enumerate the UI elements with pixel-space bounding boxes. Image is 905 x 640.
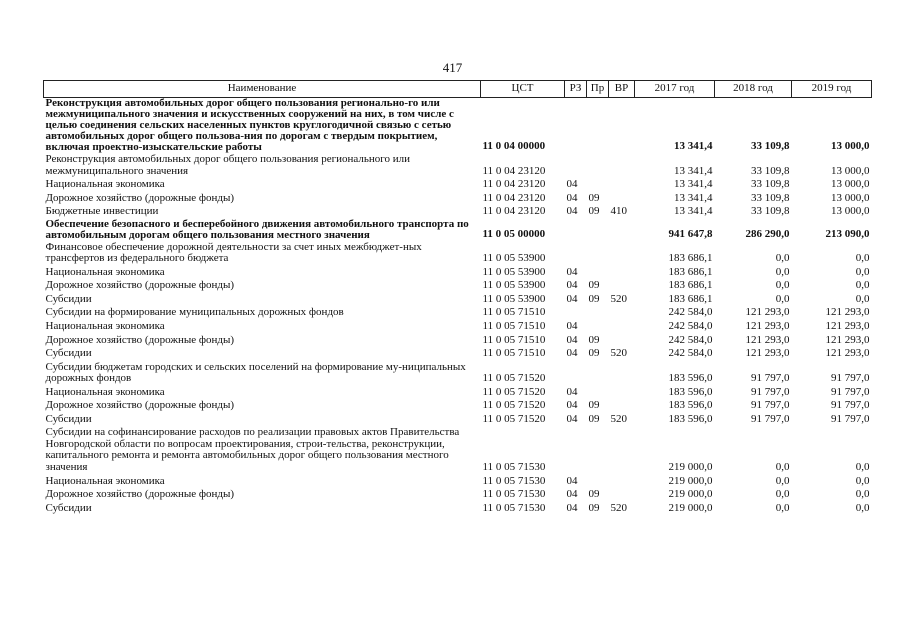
header-name: Наименование <box>44 81 481 98</box>
row-pr: 09 <box>588 412 600 425</box>
row-vr <box>609 361 635 386</box>
row-value-2019: 213 090,0 <box>825 228 870 241</box>
row-pr: 09 <box>588 205 600 218</box>
row-name: Бюджетные инвестиции <box>45 205 159 218</box>
row-value-2018: 121 293,0 <box>745 347 790 360</box>
row-cst: 11 0 05 71520 <box>482 385 546 398</box>
row-rz <box>565 241 587 266</box>
table-row <box>44 279 872 293</box>
row-vr <box>609 334 635 348</box>
row-rz: 04 <box>566 501 578 514</box>
row-rz <box>565 306 587 320</box>
row-pr <box>587 361 609 386</box>
row-name: Дорожное хозяйство (дорожные фонды) <box>45 399 235 412</box>
row-value-2017: 219 000,0 <box>668 501 713 514</box>
row-cst: 11 0 05 71530 <box>482 461 546 474</box>
row-rz: 04 <box>566 205 578 218</box>
row-cst: 11 0 04 23120 <box>482 205 546 218</box>
row-value-2017: 242 584,0 <box>668 333 713 346</box>
row-value-2018: 0,0 <box>775 292 790 305</box>
row-value-2018: 121 293,0 <box>745 333 790 346</box>
row-name: Субсидии на софинансирование расходов по реализации правовых актов Правительства Новгородской области по вопросам проектирования, строи-тельства, реконструкции, капитального ремонта и ремонта автомобильных дорог общего пользования местного значения <box>45 426 460 474</box>
row-value-2017: 183 686,1 <box>668 279 713 292</box>
row-value-2018: 0,0 <box>775 501 790 514</box>
table-row <box>44 502 872 516</box>
row-value-2018: 33 109,8 <box>751 205 790 218</box>
row-value-2017: 13 341,4 <box>674 205 713 218</box>
row-name: Субсидии <box>45 412 92 425</box>
row-value-2017: 219 000,0 <box>668 461 713 474</box>
row-value-2017: 219 000,0 <box>668 474 713 487</box>
row-pr <box>587 153 609 178</box>
row-cst: 11 0 05 71510 <box>482 333 546 346</box>
header-pr: Пр <box>587 81 609 98</box>
table-row <box>44 153 872 178</box>
row-pr: 09 <box>588 191 600 204</box>
row-pr: 09 <box>588 488 600 501</box>
table-row <box>44 98 872 154</box>
row-value-2018: 33 109,8 <box>751 164 790 177</box>
row-cst: 11 0 05 71510 <box>482 320 546 333</box>
row-vr <box>609 98 635 154</box>
header-vr: ВР <box>609 81 635 98</box>
row-cst: 11 0 04 00000 <box>482 140 546 153</box>
table-row <box>44 320 872 334</box>
row-value-2019: 0,0 <box>855 252 870 265</box>
row-value-2019: 121 293,0 <box>825 333 870 346</box>
header-2018: 2018 год <box>715 81 792 98</box>
row-name: Национальная экономика <box>45 385 165 398</box>
row-value-2017: 183 686,1 <box>668 292 713 305</box>
table-row <box>44 205 872 219</box>
row-value-2018: 286 290,0 <box>745 228 790 241</box>
row-name: Обеспечение безопасного и бесперебойного движения автомобильного транспорта по автомобильным дорогам общего пользования местного значения <box>45 217 469 241</box>
row-value-2019: 13 000,0 <box>831 140 870 153</box>
row-cst: 11 0 05 53900 <box>482 252 546 265</box>
row-value-2017: 242 584,0 <box>668 320 713 333</box>
row-value-2019: 13 000,0 <box>831 164 870 177</box>
row-value-2018: 91 797,0 <box>751 399 790 412</box>
row-name: Дорожное хозяйство (дорожные фонды) <box>45 488 235 501</box>
row-vr <box>609 386 635 400</box>
row-value-2018: 0,0 <box>775 474 790 487</box>
row-value-2017: 242 584,0 <box>668 347 713 360</box>
row-pr <box>587 98 609 154</box>
row-value-2018: 33 109,8 <box>751 140 790 153</box>
row-pr <box>587 266 609 280</box>
row-pr <box>587 241 609 266</box>
row-value-2019: 0,0 <box>855 488 870 501</box>
row-value-2018: 0,0 <box>775 252 790 265</box>
row-cst: 11 0 05 71520 <box>482 412 546 425</box>
table-row <box>44 192 872 206</box>
table-row <box>44 266 872 280</box>
row-vr <box>609 475 635 489</box>
row-name: Реконструкция автомобильных дорог общего пользования регионально-го или межмуниципального значения и искусственных сооружений на них, в том числе с целью соединения сельских населенных пунктов круглогодичной связью с сетью автомобильных дорог общего пользова-ния по дорогам с твердым покрытием, включая проектно-изыскательские работы <box>45 97 454 153</box>
row-name: Национальная экономика <box>45 265 165 278</box>
row-pr <box>587 426 609 474</box>
row-pr: 09 <box>588 501 600 514</box>
header-2019: 2019 год <box>792 81 872 98</box>
row-name: Дорожное хозяйство (дорожные фонды) <box>45 333 235 346</box>
row-rz: 04 <box>566 488 578 501</box>
row-name: Национальная экономика <box>45 320 165 333</box>
row-cst: 11 0 04 23120 <box>482 164 546 177</box>
row-vr <box>609 192 635 206</box>
row-vr: 520 <box>610 412 627 425</box>
row-cst: 11 0 05 53900 <box>482 265 546 278</box>
row-name: Реконструкция автомобильных дорог общего пользования регионального или межмуниципального значения <box>45 153 410 177</box>
header-2017: 2017 год <box>635 81 715 98</box>
row-value-2017: 183 686,1 <box>668 252 713 265</box>
row-vr <box>609 488 635 502</box>
row-vr: 410 <box>610 205 627 218</box>
row-rz <box>565 219 587 241</box>
row-value-2019: 121 293,0 <box>825 347 870 360</box>
row-value-2018: 91 797,0 <box>751 412 790 425</box>
row-rz: 04 <box>566 474 578 487</box>
row-value-2018: 91 797,0 <box>751 385 790 398</box>
row-name: Национальная экономика <box>45 178 165 191</box>
row-rz: 04 <box>566 279 578 292</box>
table-row <box>44 306 872 320</box>
row-pr <box>587 475 609 489</box>
row-value-2017: 183 596,0 <box>668 385 713 398</box>
row-value-2017: 242 584,0 <box>668 306 713 319</box>
row-value-2019: 91 797,0 <box>831 385 870 398</box>
row-name: Дорожное хозяйство (дорожные фонды) <box>45 279 235 292</box>
row-value-2017: 183 596,0 <box>668 399 713 412</box>
row-value-2019: 121 293,0 <box>825 306 870 319</box>
row-name: Субсидии бюджетам городских и сельских поселений на формирование му-ниципальных дорожных фондов <box>45 360 466 385</box>
row-value-2019: 121 293,0 <box>825 320 870 333</box>
row-value-2018: 0,0 <box>775 488 790 501</box>
row-rz: 04 <box>566 412 578 425</box>
table-row <box>44 293 872 307</box>
row-cst: 11 0 05 53900 <box>482 292 546 305</box>
row-name: Финансовое обеспечение дорожной деятельности за счет иных межбюджет-ных трансфертов из федерального бюджета <box>45 240 422 265</box>
row-rz <box>565 153 587 178</box>
row-cst: 11 0 04 23120 <box>482 178 546 191</box>
budget-table <box>43 80 872 515</box>
row-value-2019: 0,0 <box>855 461 870 474</box>
row-pr <box>587 306 609 320</box>
row-pr: 09 <box>588 333 600 346</box>
row-cst: 11 0 05 71530 <box>482 474 546 487</box>
row-cst: 11 0 05 71510 <box>482 306 546 319</box>
header-cst: ЦСТ <box>481 81 565 98</box>
row-cst: 11 0 05 71520 <box>482 372 546 385</box>
row-rz: 04 <box>566 385 578 398</box>
row-pr <box>587 178 609 192</box>
row-cst: 11 0 04 23120 <box>482 191 546 204</box>
row-pr <box>587 386 609 400</box>
row-value-2019: 13 000,0 <box>831 178 870 191</box>
row-vr <box>609 178 635 192</box>
row-pr <box>587 219 609 241</box>
row-rz <box>565 98 587 154</box>
row-vr <box>609 320 635 334</box>
row-rz: 04 <box>566 347 578 360</box>
row-value-2017: 183 596,0 <box>668 412 713 425</box>
row-value-2019: 13 000,0 <box>831 205 870 218</box>
row-value-2017: 13 341,4 <box>674 178 713 191</box>
table-row <box>44 361 872 386</box>
row-value-2019: 13 000,0 <box>831 191 870 204</box>
table-body <box>44 98 872 516</box>
row-value-2019: 91 797,0 <box>831 399 870 412</box>
row-value-2017: 183 686,1 <box>668 265 713 278</box>
row-value-2018: 121 293,0 <box>745 320 790 333</box>
row-rz: 04 <box>566 178 578 191</box>
row-vr <box>609 219 635 241</box>
row-value-2018: 0,0 <box>775 279 790 292</box>
table-row <box>44 426 872 474</box>
row-cst: 11 0 05 00000 <box>482 228 546 241</box>
row-value-2019: 0,0 <box>855 279 870 292</box>
row-value-2018: 0,0 <box>775 461 790 474</box>
row-vr <box>609 279 635 293</box>
table-row <box>44 413 872 427</box>
row-cst: 11 0 05 53900 <box>482 279 546 292</box>
row-rz: 04 <box>566 292 578 305</box>
row-vr: 520 <box>610 292 627 305</box>
row-cst: 11 0 05 71530 <box>482 501 546 514</box>
table-row <box>44 475 872 489</box>
table-row <box>44 178 872 192</box>
row-pr: 09 <box>588 279 600 292</box>
row-value-2018: 0,0 <box>775 265 790 278</box>
row-value-2018: 91 797,0 <box>751 372 790 385</box>
table-row <box>44 334 872 348</box>
row-vr <box>609 241 635 266</box>
row-rz: 04 <box>566 333 578 346</box>
row-rz <box>565 426 587 474</box>
header-rz: РЗ <box>565 81 587 98</box>
row-value-2019: 0,0 <box>855 292 870 305</box>
row-name: Субсидии <box>45 501 92 514</box>
table-header-row <box>44 81 872 98</box>
row-value-2017: 13 341,4 <box>674 191 713 204</box>
row-value-2019: 91 797,0 <box>831 372 870 385</box>
row-pr: 09 <box>588 399 600 412</box>
row-value-2017: 219 000,0 <box>668 488 713 501</box>
row-name: Субсидии <box>45 347 92 360</box>
row-rz: 04 <box>566 320 578 333</box>
row-pr <box>587 320 609 334</box>
table-row <box>44 386 872 400</box>
row-cst: 11 0 05 71530 <box>482 488 546 501</box>
row-rz: 04 <box>566 265 578 278</box>
row-rz: 04 <box>566 191 578 204</box>
row-name: Дорожное хозяйство (дорожные фонды) <box>45 191 235 204</box>
row-pr: 09 <box>588 292 600 305</box>
row-name: Субсидии на формирование муниципальных дорожных фондов <box>45 306 344 319</box>
row-name: Национальная экономика <box>45 474 165 487</box>
row-value-2017: 183 596,0 <box>668 372 713 385</box>
row-vr <box>609 426 635 474</box>
row-rz: 04 <box>566 399 578 412</box>
row-cst: 11 0 05 71520 <box>482 399 546 412</box>
row-name: Субсидии <box>45 292 92 305</box>
row-vr <box>609 153 635 178</box>
row-value-2017: 941 647,8 <box>668 228 713 241</box>
table-row <box>44 399 872 413</box>
row-vr: 520 <box>610 347 627 360</box>
table-row <box>44 488 872 502</box>
row-value-2019: 0,0 <box>855 474 870 487</box>
table-row <box>44 347 872 361</box>
row-value-2017: 13 341,4 <box>674 140 713 153</box>
row-vr <box>609 266 635 280</box>
row-pr: 09 <box>588 347 600 360</box>
row-value-2017: 13 341,4 <box>674 164 713 177</box>
row-value-2018: 33 109,8 <box>751 178 790 191</box>
row-vr: 520 <box>610 501 627 514</box>
table-row <box>44 219 872 241</box>
row-value-2018: 121 293,0 <box>745 306 790 319</box>
row-value-2019: 0,0 <box>855 265 870 278</box>
row-vr <box>609 399 635 413</box>
table-row <box>44 241 872 266</box>
row-value-2019: 91 797,0 <box>831 412 870 425</box>
row-cst: 11 0 05 71510 <box>482 347 546 360</box>
row-value-2018: 33 109,8 <box>751 191 790 204</box>
row-rz <box>565 361 587 386</box>
page-number: 417 <box>442 60 463 75</box>
row-value-2019: 0,0 <box>855 501 870 514</box>
row-vr <box>609 306 635 320</box>
